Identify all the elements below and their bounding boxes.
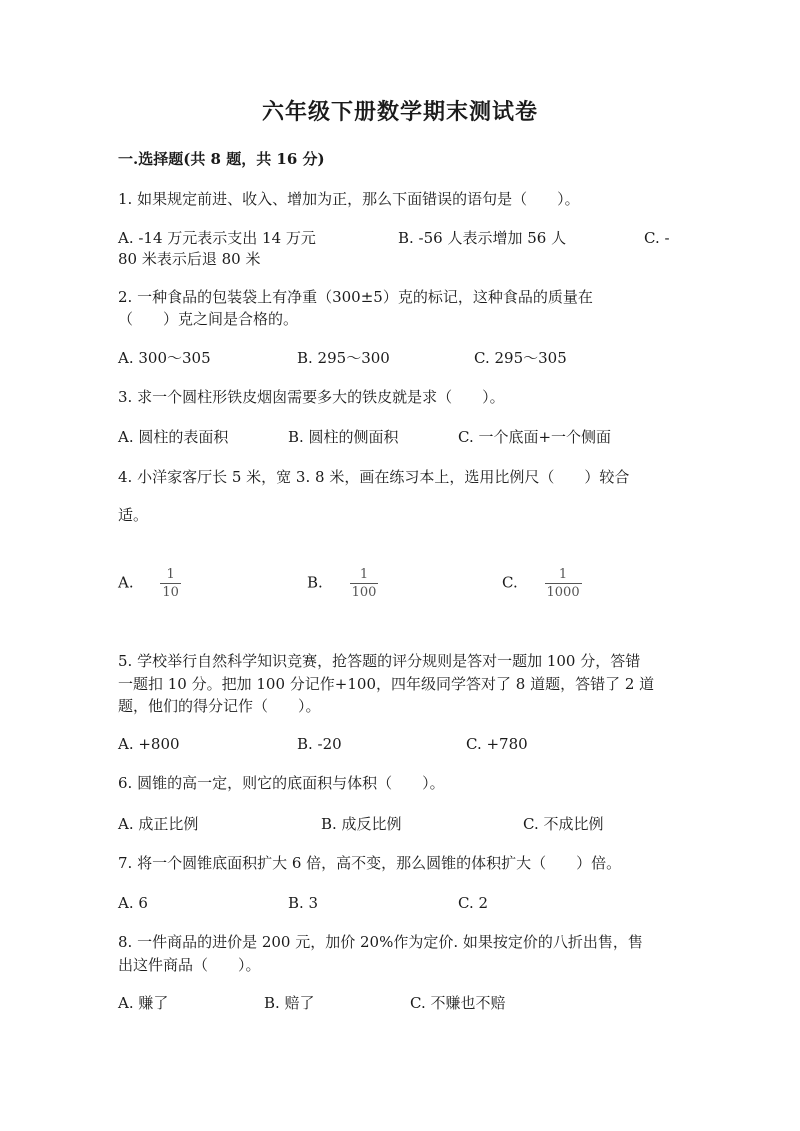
question-4-option-c xyxy=(502,567,582,600)
question-4-text-continued: 适。 xyxy=(118,506,149,524)
question-6-text: 6. 圆锥的高一定，则它的底面积与体积（ ）。 xyxy=(118,774,445,792)
fraction-numerator: 1 xyxy=(166,567,175,582)
fraction-bar xyxy=(350,583,379,584)
fraction-bar xyxy=(160,583,181,584)
fraction xyxy=(350,567,379,600)
fraction-bar xyxy=(545,583,582,584)
question-3-option-b: B. 圆柱的侧面积 xyxy=(288,428,399,446)
question-6-option-c: C. 不成比例 xyxy=(523,815,604,833)
question-7-text: 7. 将一个圆锥底面积扩大 6 倍，高不变，那么圆锥的体积扩大（ ）倍。 xyxy=(118,854,622,872)
question-4-option-b xyxy=(307,567,378,600)
question-7-option-c: C. 2 xyxy=(458,894,489,912)
option-label: C. xyxy=(502,573,518,592)
question-4-text: 4. 小洋家客厅长 5 米，宽 3. 8 米，画在练习本上，选用比例尺（ ）较合 xyxy=(118,468,630,486)
question-6-option-b: B. 成反比例 xyxy=(321,815,402,833)
question-8-option-b: B. 赔了 xyxy=(264,994,315,1012)
question-2-option-b: B. 295～300 xyxy=(297,349,390,367)
option-label: A. xyxy=(118,573,134,592)
question-2-text: 2. 一种食品的包装袋上有净重（300±5）克的标记，这种食品的质量在 xyxy=(118,288,593,306)
question-5-text-continued-1: 一题扣 10 分。把加 100 分记作+100，四年级同学答对了 8 道题，答错了 2 道 xyxy=(118,675,655,693)
question-3-option-c: C. 一个底面+一个侧面 xyxy=(458,428,612,446)
question-1-option-c: C. - xyxy=(644,229,670,247)
question-8-option-a: A. 赚了 xyxy=(118,994,169,1012)
section-heading: 一.选择题(共 8 题，共 16 分) xyxy=(118,150,325,168)
question-1-option-c-continued: 80 米表示后退 80 米 xyxy=(118,250,261,268)
question-4-option-a xyxy=(118,567,181,600)
question-1-text: 1. 如果规定前进、收入、增加为正，那么下面错误的语句是（ ）。 xyxy=(118,190,580,208)
question-1-option-a: A. -14 万元表示支出 14 万元 xyxy=(118,229,316,247)
question-2-option-a: A. 300～305 xyxy=(118,349,211,367)
question-5-text: 5. 学校举行自然科学知识竞赛，抢答题的评分规则是答对一题加 100 分，答错 xyxy=(118,652,641,670)
page-title: 六年级下册数学期末测试卷 xyxy=(261,99,538,125)
question-1-option-b: B. -56 人表示增加 56 人 xyxy=(398,229,567,247)
question-2-option-c: C. 295～305 xyxy=(474,349,567,367)
option-label: B. xyxy=(307,573,323,592)
fraction xyxy=(160,567,181,600)
fraction-numerator: 1 xyxy=(359,567,369,582)
fraction-denominator: 1000 xyxy=(546,585,580,600)
fraction-denominator: 100 xyxy=(351,585,377,600)
fraction xyxy=(545,567,582,600)
question-8-text: 8. 一件商品的进价是 200 元，加价 20%作为定价. 如果按定价的八折出售，售 xyxy=(118,933,643,951)
question-6-option-a: A. 成正比例 xyxy=(118,815,199,833)
question-2-text-continued: （ ）克之间是合格的。 xyxy=(118,310,299,328)
question-3-text: 3. 求一个圆柱形铁皮烟囱需要多大的铁皮就是求（ ）。 xyxy=(118,388,505,406)
question-7-option-b: B. 3 xyxy=(288,894,319,912)
question-5-text-continued-2: 题，他们的得分记作（ ）。 xyxy=(118,697,321,715)
question-5-option-c: C. +780 xyxy=(466,735,528,753)
fraction-denominator: 10 xyxy=(162,585,179,600)
question-7-option-a: A. 6 xyxy=(118,894,148,912)
question-3-option-a: A. 圆柱的表面积 xyxy=(118,428,229,446)
question-8-text-continued: 出这件商品（ ）。 xyxy=(118,956,261,974)
question-5-option-b: B. -20 xyxy=(297,735,342,753)
question-5-option-a: A. +800 xyxy=(118,735,180,753)
question-8-option-c: C. 不赚也不赔 xyxy=(410,994,506,1012)
fraction-numerator: 1 xyxy=(558,567,568,582)
